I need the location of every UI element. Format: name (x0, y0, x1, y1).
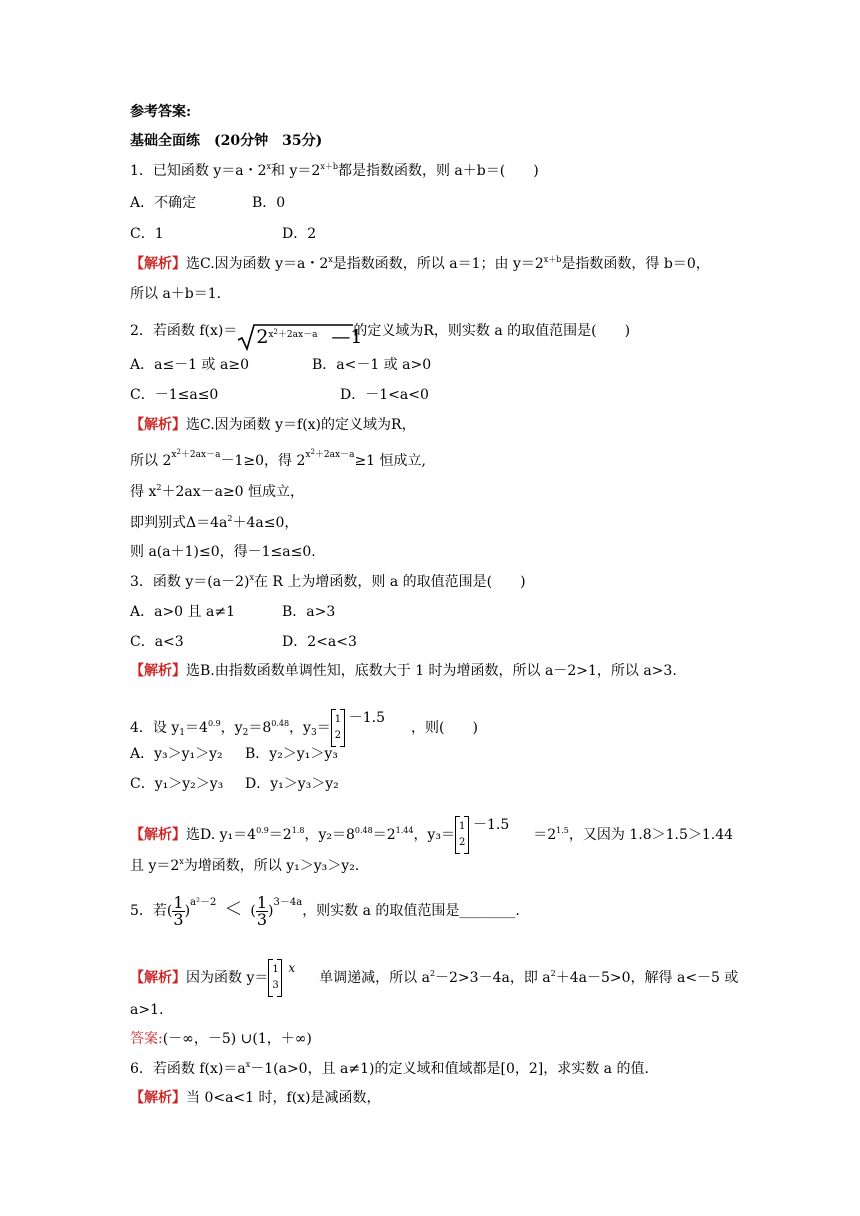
text: －1.5 (348, 710, 385, 726)
text: 2 (227, 514, 233, 523)
option-b: B．a>3 (282, 604, 336, 620)
text: x (171, 450, 177, 460)
text: 3 (272, 980, 279, 991)
text: 在 R 上为增函数，则 a 的取值范围是( ) (253, 574, 526, 590)
option-d: D．2<a<3 (282, 634, 357, 650)
text: ＝4 (185, 720, 208, 736)
text: －1.5 (472, 817, 510, 833)
text: 2 (176, 448, 181, 456)
text: 3．函数 y＝(a－2) (130, 574, 250, 590)
fraction-bracket (331, 709, 345, 747)
text: 单调递减，所以 a (319, 970, 430, 986)
fraction-bracket (268, 959, 282, 997)
text: 是指数函数，得 b＝0， (561, 256, 710, 272)
text: 2 (273, 328, 278, 336)
question-1-explanation (130, 255, 710, 273)
text: ≥1 恒成立, (354, 453, 426, 469)
analysis-label: 【解析】 (130, 1090, 186, 1106)
text: 选C.因为函数 y＝f(x)的定义域为R， (186, 417, 416, 433)
text: ，则实数 a 的取值范围是________. (302, 903, 520, 919)
text: ，又因为 1.8＞1.5＞1.44 (568, 827, 734, 843)
text: －2>3－4a，即 a (435, 970, 551, 986)
text: 2 (550, 969, 556, 978)
text: 0.9 (207, 719, 221, 728)
text: 5．若( (130, 903, 173, 919)
answer-label: 答案: (130, 1031, 163, 1047)
question-5-explanation-2: a>1. (130, 1002, 164, 1018)
question-3-options-row2 (130, 633, 357, 651)
question-2-explanation-4 (130, 514, 298, 532)
analysis-label: 【解析】 (130, 827, 186, 843)
option-a: A．a≤－1 或 a≥0 (130, 357, 249, 373)
text: ＋4a－5>0，解得 a<－5 或 (555, 970, 739, 986)
text: x＋b (543, 255, 562, 264)
section-title: 基础全面练 (20分钟 35分) (130, 133, 323, 149)
text: ＜ (224, 899, 243, 920)
question-2-explanation-1 (130, 416, 416, 434)
text: x (245, 1060, 251, 1069)
text: x (288, 961, 296, 975)
text: 为增函数，所以 y₁＞y₃＞y₂. (183, 858, 360, 874)
text: 1 (256, 892, 268, 912)
question-2-options-row2 (130, 386, 429, 404)
question-2-explanation-2 (130, 448, 426, 470)
text: 2 (310, 448, 315, 456)
text: ，y₃＝ (413, 827, 455, 843)
option-c: C．a<3 (130, 634, 184, 650)
analysis-label: 【解析】 (130, 256, 186, 272)
option-d: D．－1<a<0 (340, 387, 429, 403)
text: ＋2ax－a≥0 恒成立， (161, 484, 305, 500)
text: ＋2ax－a (314, 450, 355, 460)
text: ，y (289, 720, 311, 736)
question-4-stem (130, 708, 478, 748)
text: 选C.因为函数 y＝a・2 (186, 256, 329, 272)
text: 0.48 (271, 719, 290, 728)
option-a: A．y₃＞y₁＞y₂ (130, 746, 223, 762)
question-1-options-row1 (130, 194, 285, 212)
text: 1 (272, 964, 279, 975)
question-1-explanation-2: 所以 a＋b＝1. (130, 286, 222, 302)
text: 2 (334, 730, 342, 741)
analysis-label: 【解析】 (130, 970, 186, 986)
text: 3 (173, 909, 184, 929)
question-1-stem (130, 162, 539, 180)
text: 1 (173, 892, 184, 912)
question-6-explanation (130, 1089, 381, 1107)
text: 2．若函数 f(x)＝ (130, 323, 238, 339)
question-1-options-row2 (130, 225, 316, 243)
text: x (179, 857, 184, 866)
text: 是指数函数，所以 a＝1；由 y＝2 (332, 256, 544, 272)
text: －1≥0，得 2 (220, 453, 306, 469)
option-d: D．2 (282, 226, 317, 242)
text: 2 (156, 483, 162, 492)
option-c: C．1 (130, 226, 164, 242)
option-b: B．a<－1 或 a>0 (312, 357, 432, 373)
text: x (249, 573, 254, 582)
text: 0.9 (256, 826, 269, 835)
option-c: C．y₁＞y₂＞y₃ (130, 776, 224, 792)
text: 选D. y₁＝4 (186, 827, 257, 843)
question-2-explanation-5: 则 a(a＋1)≤0，得－1≤a≤0. (130, 544, 316, 560)
text: ，则( ) (410, 720, 478, 736)
text: 6．若函数 f(x)＝a (130, 1061, 246, 1077)
question-5-answer (130, 1030, 312, 1048)
text: 1.8 (291, 826, 305, 835)
question-4-options-row2 (130, 775, 339, 793)
text: －1(a>0，且 a≠1)的定义域和值域都是[0，2]，求实数 a 的值. (250, 1061, 649, 1077)
question-5-stem: 5．若( $\frac{1}{3}$ )$^{a^2-2}$ ＜ ( $\frac{1}{3}$ )$^{3-4a}$，则实数 a 的取值范围是________. (130, 892, 520, 929)
text: 和 y＝2 (271, 163, 321, 179)
text: 1.44 (395, 826, 414, 835)
text: 所以 2 (130, 453, 172, 469)
text: —1 (331, 326, 363, 348)
question-3-options-row1 (130, 603, 335, 621)
option-b: B．y₂＞y₁＞y₃ (245, 746, 338, 762)
question-5-explanation (130, 958, 738, 998)
text: ＝2 (533, 827, 557, 843)
text: 0.48 (354, 826, 373, 835)
text: ( (250, 903, 256, 919)
fraction-one-third (256, 892, 268, 929)
text: 且 y＝2 (130, 858, 180, 874)
text: 2 (458, 837, 466, 848)
analysis-label: 【解析】 (130, 663, 186, 679)
text: ＋2ax－a (277, 330, 318, 340)
option-d: D．y₁＞y₃＞y₂ (245, 776, 339, 792)
question-4-explanation-2 (130, 857, 359, 875)
text: (－∞，－5) ∪(1，＋∞) (162, 1031, 312, 1047)
question-3-stem (130, 573, 526, 591)
text: 3－4a (273, 897, 303, 908)
text: x (266, 162, 272, 171)
text: x (328, 255, 333, 264)
text: 2 (242, 728, 249, 738)
option-c: C．－1≤a≤0 (130, 387, 219, 403)
text: a²－2 (190, 897, 217, 908)
text: 1．已知函数 (130, 163, 214, 179)
text: 1 (458, 821, 466, 832)
text: 2 (429, 969, 436, 978)
question-2-options-row1 (130, 356, 431, 374)
text: ＝8 (248, 720, 272, 736)
option-b: B．0 (252, 195, 286, 211)
text: 4．设 y (130, 720, 180, 736)
text: 1 (334, 714, 342, 725)
text: 2 (256, 326, 269, 348)
text: 选B.由指数函数单调性知，底数大于 1 时为增函数，所以 a－2>1，所以 a>3. (186, 663, 677, 679)
text: 1.5 (556, 826, 569, 835)
text: ，y (220, 720, 243, 736)
text: 得 x (130, 484, 157, 500)
exponent (171, 450, 220, 460)
text: ＝ (316, 720, 331, 736)
question-6-stem (130, 1060, 649, 1078)
text: ＝2 (268, 827, 292, 843)
text: 都是指数函数，则 a＋b＝( ) (337, 163, 539, 179)
option-a: A．a>0 且 a≠1 (130, 604, 235, 620)
sqrt-exponent (268, 326, 317, 344)
question-4-explanation (130, 815, 733, 855)
text: ，y₂＝8 (304, 827, 355, 843)
text: 3 (256, 909, 268, 929)
exponent (305, 450, 354, 460)
text: ＋2ax－a (180, 450, 221, 460)
text: ＝2 (372, 827, 396, 843)
fraction-bracket (455, 816, 469, 854)
text: y＝a・2 (213, 163, 267, 179)
text: 3 (310, 728, 317, 738)
analysis-label: 【解析】 (130, 417, 186, 433)
question-4-options-row1 (130, 745, 338, 763)
text: 即判别式Δ＝4a (130, 515, 228, 531)
text: 因为函数 y＝ (186, 970, 269, 986)
question-2-stem (130, 322, 630, 351)
text: x (268, 330, 274, 340)
question-3-explanation (130, 662, 677, 680)
answer-header: 参考答案: (130, 104, 192, 120)
option-a: A．不确定 (130, 195, 197, 211)
text: ＋4a≤0， (232, 515, 299, 531)
text: 1 (179, 728, 186, 738)
fraction-one-third (172, 892, 184, 929)
text: x (305, 450, 311, 460)
question-2-explanation-3 (130, 483, 304, 501)
text: x＋b (320, 162, 338, 171)
sqrt-expression (237, 323, 363, 351)
text: 当 0<a<1 时，f(x)是减函数， (186, 1090, 381, 1106)
text: 的定义域为R，则实数 a 的取值范围是( ) (353, 323, 631, 339)
